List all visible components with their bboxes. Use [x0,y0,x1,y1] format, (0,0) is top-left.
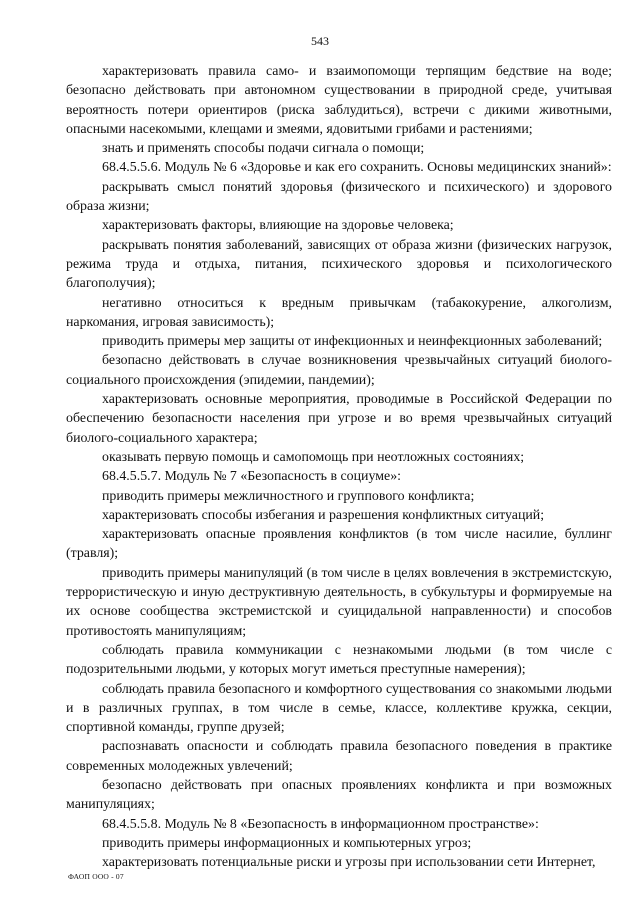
paragraph: раскрывать понятия заболеваний, зависящих от образа жизни (физических нагрузок, режима труда и отдыха, питания, психического здоровья и психологического благополучия); [66,237,612,292]
paragraph: характеризовать факторы, влияющие на здоровье человека; [102,218,454,234]
paragraph: характеризовать опасные проявления конфликтов (в том числе насилие, буллинг (травля); [66,527,612,562]
paragraph: безопасно действовать при опасных проявлениях конфликта и при возможных манипуляциях; [66,777,612,813]
paragraph: соблюдать правила безопасного и комфортного существования со знакомыми людьми и в различных группах, в том числе в семье, классе, коллективе кружка, секции, спортивной команды, группе друзей; [66,681,612,736]
paragraph: приводить примеры мер защиты от инфекционных и неинфекционных заболеваний; [102,334,603,350]
section-heading-module-7: 68.4.5.5.7. Модуль № 7 «Безопасность в социуме»: [102,469,402,485]
paragraph: характеризовать основные мероприятия, проводимые в Российской Федерации по обеспечению безопасности населения при угрозе и во время чрезвычайных ситуаций биолого-социального характера; [66,392,612,446]
paragraph: приводить примеры межличностного и группового конфликта; [102,488,475,504]
paragraph: приводить примеры манипуляций (в том числе в целях вовлечения в экстремистскую, террористическую и иную деструктивную деятельность, в субкультуры и формируемые на их основе сообщества экстремистской и суицидальной направленности) и способов противостоять манипуляциям; [66,565,612,639]
paragraph: соблюдать правила коммуникации с незнакомыми людьми (в том числе с подозрительными людьми, у которых могут иметься преступные намерения); [66,642,612,678]
paragraph: знать и применять способы подачи сигнала о помощи; [102,141,425,157]
paragraph: негативно относиться к вредным привычкам (табакокурение, алкоголизм, наркомания, игровая зависимость); [66,295,612,330]
paragraph: приводить примеры информационных и компьютерных угроз; [102,835,472,851]
section-heading-module-6: 68.4.5.5.6. Модуль № 6 «Здоровье и как его сохранить. Основы медицинских знаний»: [102,160,612,176]
section-heading-module-8: 68.4.5.5.8. Модуль № 8 «Безопасность в информационном пространстве»: [102,816,539,832]
page-number: 543 [311,34,329,48]
paragraph: характеризовать правила само- и взаимопомощи терпящим бедствие на воде; безопасно действовать при автономном существовании в природной среде, учитывая вероятность потери ориентиров (риска заблудиться), встречи с дикими животными, опасными насекомыми, клещами и змеями, ядовитыми грибами и растениями; [66,64,612,137]
paragraph: характеризовать потенциальные риски и угрозы при использовании сети Интернет, [102,855,596,871]
paragraph: безопасно действовать в случае возникновения чрезвычайных ситуаций биолого-социального происхождения (эпидемии, пандемии); [66,353,612,388]
paragraph: характеризовать способы избегания и разрешения конфликтных ситуаций; [102,507,545,523]
paragraph: оказывать первую помощь и самопомощь при неотложных состояниях; [102,449,525,465]
document-body [66,62,612,872]
paragraph: распознавать опасности и соблюдать правила безопасного поведения в практике современных молодежных увлечений; [66,739,612,774]
paragraph: раскрывать смысл понятий здоровья (физического и психического) и здорового образа жизни; [66,179,612,215]
footer-code: ФАОП ООО - 07 [68,872,124,881]
